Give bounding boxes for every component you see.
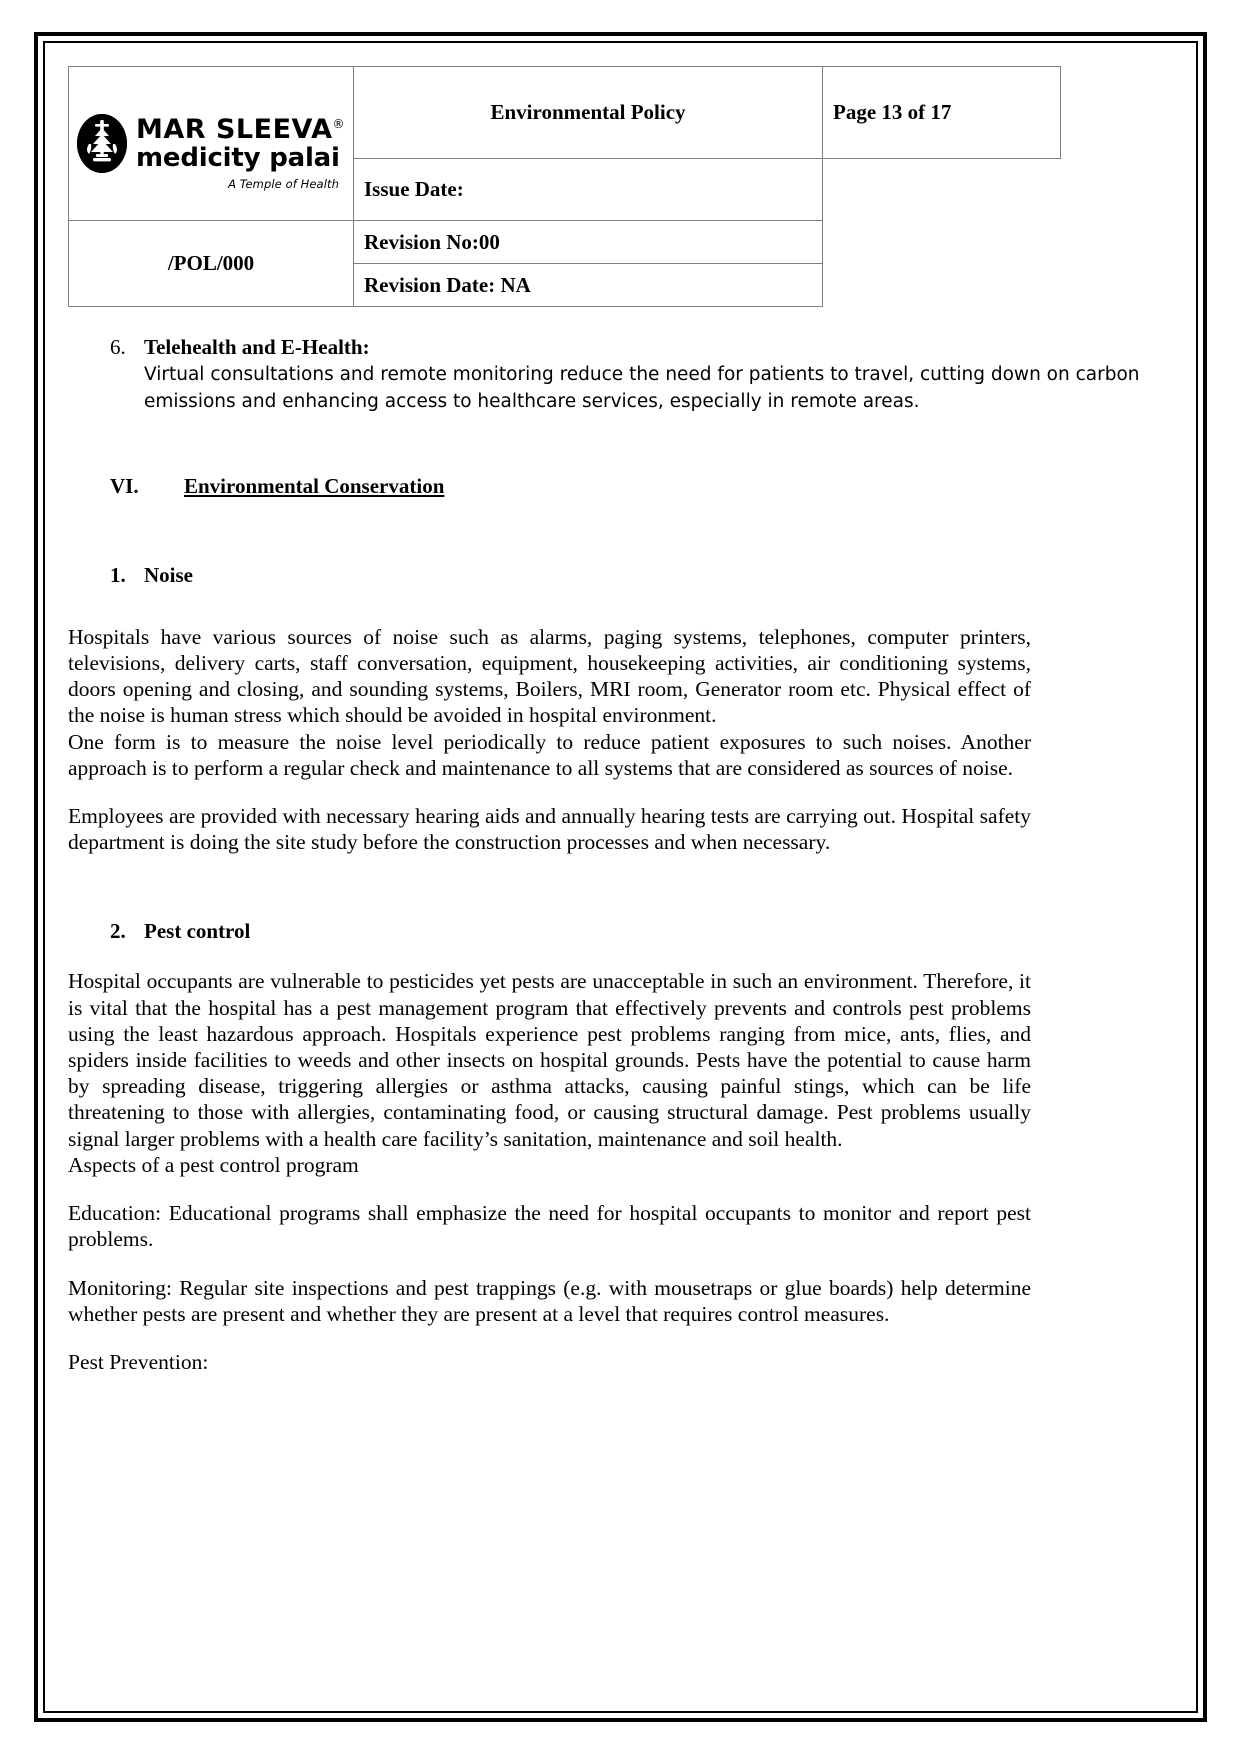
header-logo-cell: [69, 67, 354, 221]
list-item-number: 6.: [110, 335, 126, 359]
tree-emblem-icon: [77, 114, 127, 173]
header-revision-no: Revision No:00: [354, 221, 823, 264]
list-item-paragraph: Virtual consultations and remote monitoring reduce the need for patients to travel, cutting down on carbon emissions and enhancing access to healthcare services, especially in remote areas.: [144, 364, 1140, 412]
header-issue-date: Issue Date:: [354, 158, 823, 220]
subsection-heading-noise: [110, 563, 1173, 588]
subsection-number: 1.: [110, 562, 126, 587]
subsection-title: Pest control: [144, 919, 251, 944]
page-content: [68, 66, 1173, 1686]
spacer: [68, 944, 1173, 968]
pest-paragraph-education: Education: Educational programs shall emphasize the need for hospital occupants to monitor and report pest problems.: [68, 1201, 1031, 1252]
header-document-code: /POL/000: [69, 221, 354, 307]
pest-paragraph-monitoring: Monitoring: Regular site inspections and pest trappings (e.g. with mousetraps or glue boards) help determine whether pests are present and whether they are present at a level that requires control measures.: [68, 1275, 1031, 1326]
header-page-number: Page 13 of 17: [823, 67, 1061, 159]
section-title-text: Environmental Conservation: [184, 473, 445, 498]
noise-paragraph-3: Employees are provided with necessary hearing aids and annually hearing tests are carrying out. Hospital safety department is doing the site study before the construction processes and when necessary.: [68, 803, 1031, 855]
logo-brand-line1: [136, 116, 345, 143]
registered-mark-icon: ®: [332, 117, 345, 131]
document-header-table: [68, 66, 1061, 307]
logo-brand-line2: medicity palai: [136, 143, 340, 173]
list-item-content: [144, 335, 1173, 416]
section-roman-numeral: VI.: [110, 473, 139, 498]
header-revision-date: Revision Date: NA: [354, 264, 823, 307]
pest-paragraph-1: Hospital occupants are vulnerable to pesticides yet pests are unacceptable in such an environment. Therefore, it is vital that the hospital has a pest management program that effectively prevents and controls pest problems using the least hazardous approach. Hospitals experience pest problems ranging from mice, ants, flies, and spiders inside facilities to weeds and other insects on hospital grounds. Pests have the potential to cause harm by spreading disease, triggering allergies or asthma attacks, causing painful stings, which can be life threatening to those with allergies, contaminating food, or causing structural damage. Pest problems usually signal larger problems with a health care facility’s sanitation, maintenance and soil health.: [68, 969, 1031, 1151]
list-item-telehealth: [110, 335, 1173, 416]
subsection-number: 2.: [110, 919, 126, 944]
logo-tagline: A Temple of Health: [228, 177, 339, 191]
logo-wordmark: [136, 116, 345, 171]
pest-paragraph-prevention: Pest Prevention:: [68, 1350, 209, 1374]
noise-paragraph-2: One form is to measure the noise level periodically to reduce patient exposures to such noises. Another approach is to perform a regular check and maintenance to all systems that are considered as sources of noise.: [68, 729, 1031, 780]
subsection-heading-pest-control: [110, 919, 1173, 944]
document-body: [68, 335, 1173, 1375]
list-item-title: Telehealth and E-Health:: [144, 335, 370, 359]
pest-paragraph-aspects: Aspects of a pest control program: [68, 1152, 359, 1177]
spacer: [68, 588, 1173, 624]
noise-paragraph-1: Hospitals have various sources of noise such as alarms, paging systems, telephones, computer printers, televisions, delivery carts, staff conversation, equipment, housekeeping activities, air conditioning systems, doors opening and closing, and sounding systems, Boilers, MRI room, Generator room etc. Physical effect of the noise is human stress which should be avoided in hospital environment.: [68, 624, 1031, 728]
logo-brand-line1-text: MAR SLEEVA: [136, 114, 333, 145]
header-document-title: Environmental Policy: [354, 67, 823, 159]
hospital-logo: [77, 114, 345, 173]
section-heading-environmental-conservation: [110, 474, 1173, 499]
subsection-title: Noise: [144, 562, 193, 587]
